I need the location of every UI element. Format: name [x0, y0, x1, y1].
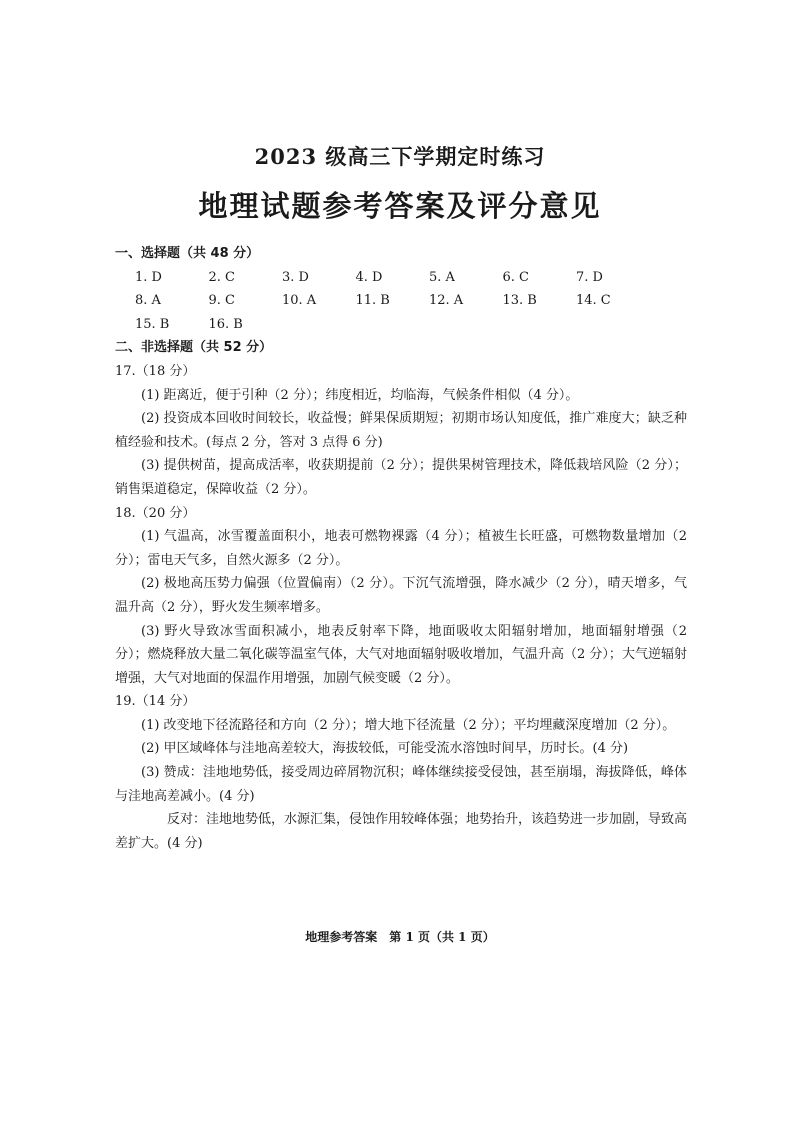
- question-17-part-2: (2) 投资成本回收时间较长，收益慢；鲜果保质期短；初期市场认知度低，推广难度大；缺乏种植经验和技术。(每点 2 分，答对 3 点得 6 分): [115, 411, 687, 450]
- question-18-part-3: (3) 野火导致冰雪面积减小，地表反射率下降，地面吸收太阳辐射增加，地面辐射增强（2 分）；燃烧释放大量二氧化碳等温室气体，大气对地面辐射吸收增加，气温升高（2 分）；大气逆辐射增强，大气对地面的保温作用增强，加剧气候变暖（2 分）。: [115, 623, 687, 686]
- question-19-part-2: (2) 甲区域峰体与洼地高差较大，海拔较低，可能受流水溶蚀时间早，历时长。(4 分): [141, 741, 629, 757]
- question-17-heading: 17.（18 分）: [115, 363, 196, 379]
- choice-answers-row-3: [115, 313, 687, 337]
- choice-answer: 6. C: [502, 269, 529, 285]
- question-17-part-1: (1) 距离近，便于引种（2 分）；纬度相近，均临海，气候条件相似（4 分）。: [141, 387, 579, 403]
- question-18-part-1: (1) 气温高，冰雪覆盖面积小，地表可燃物裸露（4 分）；植被生长旺盛，可燃物数量增加（2 分）；雷电天气多，自然火源多（2 分）。: [115, 529, 687, 568]
- page-footer: 地理参考答案 第 1 页（共 1 页）: [305, 930, 495, 944]
- choice-answer: 16. B: [208, 316, 243, 332]
- question-18-heading: 18.（20 分）: [115, 505, 196, 521]
- choice-answers-row-2: [115, 289, 687, 313]
- exam-title: 2023 级高三下学期定时练习: [254, 144, 546, 169]
- question-19-part-1: (1) 改变地下径流路径和方向（2 分）；增大地下径流量（2 分）；平均埋藏深度增加（2 分）。: [141, 717, 676, 733]
- choice-answer: 10. A: [282, 293, 317, 309]
- section-heading-choice: 一、选择题（共 48 分）: [115, 246, 260, 261]
- choice-answer: 14. C: [576, 293, 611, 309]
- choice-answer: 5. A: [429, 269, 455, 285]
- choice-answer: 12. A: [429, 293, 464, 309]
- answer-content: [115, 242, 687, 855]
- choice-answers-row-1: [115, 266, 687, 290]
- section-heading-nonchoice: 二、非选择题（共 52 分）: [115, 340, 273, 356]
- choice-answer: 2. C: [208, 269, 235, 285]
- choice-answer: 11. B: [355, 293, 390, 309]
- choice-answer: 3. D: [282, 269, 309, 285]
- question-17-part-3: (3) 提供树苗，提高成活率，收获期提前（2 分）；提供果树管理技术，降低栽培风险（2 分）；销售渠道稳定，保障收益（2 分）。: [115, 458, 687, 497]
- choice-answer: 7. D: [576, 269, 603, 285]
- question-19-heading: 19.（14 分）: [115, 694, 196, 710]
- choice-answer: 15. B: [135, 316, 170, 332]
- choice-answer: 4. D: [355, 269, 383, 285]
- question-19-part-3: (3) 赞成：洼地地势低，接受周边碎屑物沉积；峰体继续接受侵蚀，甚至崩塌，海拔降低，峰体与洼地高差减小。(4 分): [115, 765, 687, 804]
- document-title: 地理试题参考答案及评分意见: [198, 189, 602, 223]
- choice-answer: 13. B: [502, 293, 537, 309]
- question-18-part-2: (2) 极地高压势力偏强（位置偏南）（2 分）。下沉气流增强，降水减少（2 分），晴天增多，气温升高（2 分），野火发生频率增多。: [115, 576, 687, 615]
- choice-answer: 8. A: [135, 293, 161, 309]
- question-19-part-3-against: 反对：洼地地势低，水源汇集，侵蚀作用较峰体强；地势抬升，该趋势进一步加剧，导致高差扩大。(4 分): [115, 812, 688, 851]
- choice-answer: 9. C: [208, 293, 235, 309]
- choice-answer: 1. D: [135, 269, 162, 285]
